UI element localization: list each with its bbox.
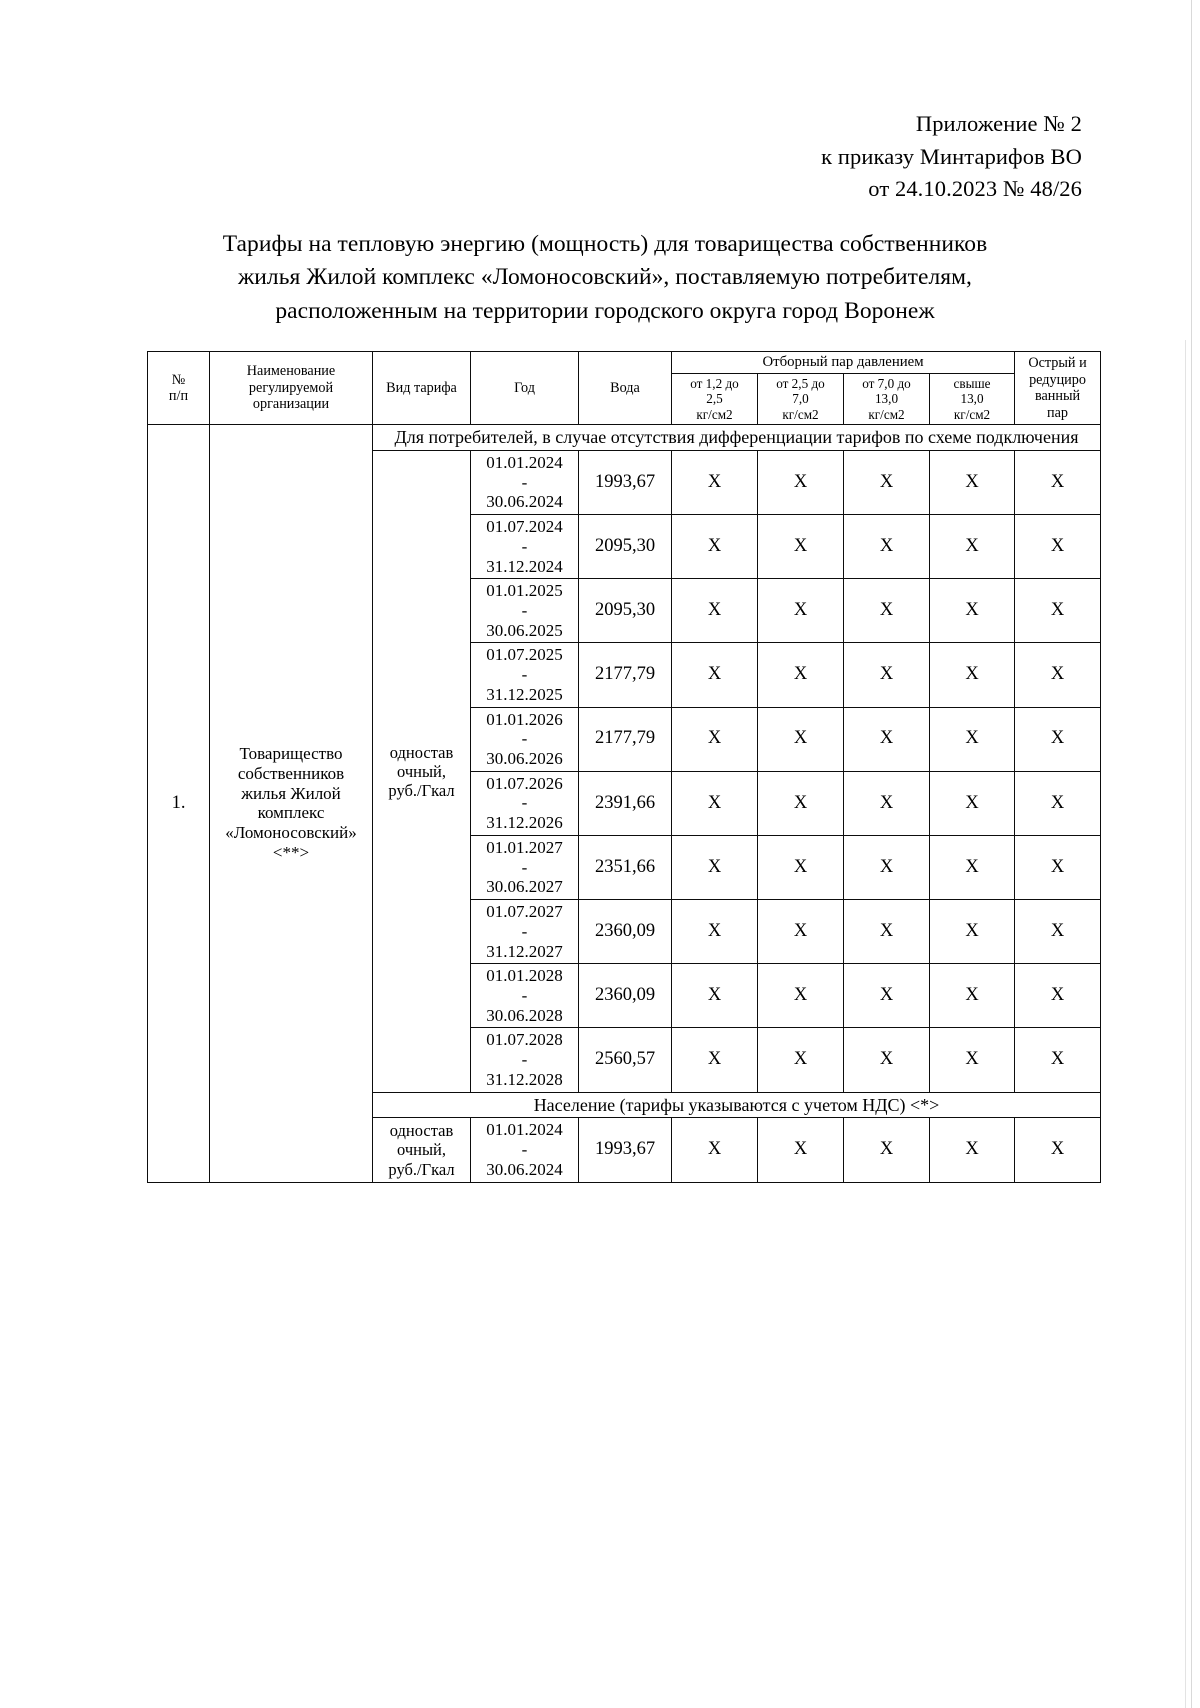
col-header-steam-4: свыше 13,0 кг/см2: [930, 374, 1015, 425]
table-body: [148, 425, 1101, 1182]
steam-4-cell: X: [930, 579, 1015, 643]
steam-4-cell: X: [930, 835, 1015, 899]
water-value-cell: 2177,79: [579, 707, 672, 771]
header-row-top: [148, 352, 1101, 374]
steam-2-cell: X: [758, 515, 844, 579]
steam-1-cell: X: [672, 1118, 758, 1182]
period-cell: 01.07.2028 - 31.12.2028: [471, 1028, 579, 1092]
col-header-steam-2: от 2,5 до 7,0 кг/см2: [758, 374, 844, 425]
steam-2-cell: X: [758, 771, 844, 835]
water-value-cell: 2391,66: [579, 771, 672, 835]
acute-steam-cell: X: [1015, 1028, 1101, 1092]
tariff-kind-cell: одностав очный, руб./Гкал: [373, 450, 471, 1092]
steam-4-cell: X: [930, 707, 1015, 771]
col-header-water: Вода: [579, 352, 672, 425]
period-cell: 01.07.2027 - 31.12.2027: [471, 900, 579, 964]
organization-name-cell: Товарищество собственников жилья Жилой комплекс «Ломоносовский» <**>: [210, 425, 373, 1182]
water-value-cell: 1993,67: [579, 450, 672, 514]
steam-2-cell: X: [758, 707, 844, 771]
order-reference: к приказу Минтарифов ВО: [821, 143, 1082, 169]
period-cell: 01.07.2024 - 31.12.2024: [471, 515, 579, 579]
acute-steam-cell: X: [1015, 450, 1101, 514]
steam-1-cell: X: [672, 1028, 758, 1092]
col-header-index: № п/п: [148, 352, 210, 425]
acute-steam-cell: X: [1015, 964, 1101, 1028]
title-line-1: Тарифы на тепловую энергию (мощность) для товарищества собственников: [222, 231, 988, 257]
section-header-population: Население (тарифы указываются с учетом НДС) <*>: [373, 1092, 1101, 1118]
steam-3-cell: X: [844, 835, 930, 899]
steam-3-cell: X: [844, 643, 930, 707]
col-header-steam-group: Отборный пар давлением: [672, 352, 1015, 374]
steam-4-cell: X: [930, 450, 1015, 514]
steam-4-cell: X: [930, 1028, 1015, 1092]
steam-1-cell: X: [672, 964, 758, 1028]
steam-2-cell: X: [758, 964, 844, 1028]
appendix-number: Приложение № 2: [915, 111, 1082, 136]
steam-1-cell: X: [672, 707, 758, 771]
steam-4-cell: X: [930, 1118, 1015, 1182]
steam-4-cell: X: [930, 643, 1015, 707]
steam-3-cell: X: [844, 1028, 930, 1092]
document-header: [821, 108, 1082, 206]
steam-3-cell: X: [844, 964, 930, 1028]
steam-3-cell: X: [844, 900, 930, 964]
steam-3-cell: X: [844, 707, 930, 771]
steam-2-cell: X: [758, 1118, 844, 1182]
water-value-cell: 2360,09: [579, 964, 672, 1028]
steam-1-cell: X: [672, 835, 758, 899]
scan-artifact-line: [1191, 0, 1192, 1708]
steam-3-cell: X: [844, 771, 930, 835]
water-value-cell: 2177,79: [579, 643, 672, 707]
acute-steam-cell: X: [1015, 579, 1101, 643]
order-date-number: от 24.10.2023 № 48/26: [868, 176, 1082, 202]
steam-1-cell: X: [672, 643, 758, 707]
col-header-steam-3: от 7,0 до 13,0 кг/см2: [844, 374, 930, 425]
steam-1-cell: X: [672, 450, 758, 514]
water-value-cell: 2095,30: [579, 515, 672, 579]
table-header: [148, 352, 1101, 425]
period-cell: 01.01.2025 - 30.06.2025: [471, 579, 579, 643]
acute-steam-cell: X: [1015, 1118, 1101, 1182]
steam-1-cell: X: [672, 771, 758, 835]
title-line-2: жилья Жилой комплекс «Ломоносовский», поставляемую потребителям,: [238, 264, 972, 291]
col-header-tariff-kind: Вид тарифа: [373, 352, 471, 425]
scan-artifact-line-secondary: [1185, 340, 1186, 1708]
section-header-consumers: Для потребителей, в случае отсутствия дифференциации тарифов по схеме подключения: [373, 425, 1101, 451]
col-header-acute-steam: Острый и редуциро ванный пар: [1015, 352, 1101, 425]
acute-steam-cell: X: [1015, 900, 1101, 964]
steam-2-cell: X: [758, 643, 844, 707]
acute-steam-cell: X: [1015, 515, 1101, 579]
steam-3-cell: X: [844, 515, 930, 579]
period-cell: 01.01.2026 - 30.06.2026: [471, 707, 579, 771]
steam-3-cell: X: [844, 450, 930, 514]
water-value-cell: 2095,30: [579, 579, 672, 643]
steam-1-cell: X: [672, 900, 758, 964]
period-cell: 01.07.2025 - 31.12.2025: [471, 643, 579, 707]
steam-3-cell: X: [844, 579, 930, 643]
steam-1-cell: X: [672, 515, 758, 579]
water-value-cell: 2360,09: [579, 900, 672, 964]
steam-3-cell: X: [844, 1118, 930, 1182]
steam-4-cell: X: [930, 964, 1015, 1028]
steam-4-cell: X: [930, 771, 1015, 835]
period-cell: 01.01.2024 - 30.06.2024: [471, 1118, 579, 1182]
acute-steam-cell: X: [1015, 835, 1101, 899]
water-value-cell: 2560,57: [579, 1028, 672, 1092]
steam-1-cell: X: [672, 579, 758, 643]
tariff-table-wrapper: [147, 351, 1087, 1183]
title-line-3: расположенным на территории городского округа город Воронеж: [275, 297, 935, 324]
page-title: [140, 228, 1070, 328]
steam-2-cell: X: [758, 450, 844, 514]
col-header-organization: Наименование регулируемой организации: [210, 352, 373, 425]
col-header-steam-1: от 1,2 до 2,5 кг/см2: [672, 374, 758, 425]
section-row-consumers: [148, 425, 1101, 451]
period-cell: 01.01.2027 - 30.06.2027: [471, 835, 579, 899]
row-index-cell: 1.: [148, 425, 210, 1182]
period-cell: 01.01.2024 - 30.06.2024: [471, 450, 579, 514]
period-cell: 01.07.2026 - 31.12.2026: [471, 771, 579, 835]
steam-4-cell: X: [930, 515, 1015, 579]
tariff-table: [147, 351, 1101, 1183]
acute-steam-cell: X: [1015, 771, 1101, 835]
steam-2-cell: X: [758, 835, 844, 899]
tariff-kind-cell: одностав очный, руб./Гкал: [373, 1118, 471, 1182]
acute-steam-cell: X: [1015, 707, 1101, 771]
steam-2-cell: X: [758, 579, 844, 643]
acute-steam-cell: X: [1015, 643, 1101, 707]
steam-2-cell: X: [758, 1028, 844, 1092]
col-header-year: Год: [471, 352, 579, 425]
water-value-cell: 2351,66: [579, 835, 672, 899]
period-cell: 01.01.2028 - 30.06.2028: [471, 964, 579, 1028]
water-value-cell: 1993,67: [579, 1118, 672, 1182]
steam-4-cell: X: [930, 900, 1015, 964]
steam-2-cell: X: [758, 900, 844, 964]
